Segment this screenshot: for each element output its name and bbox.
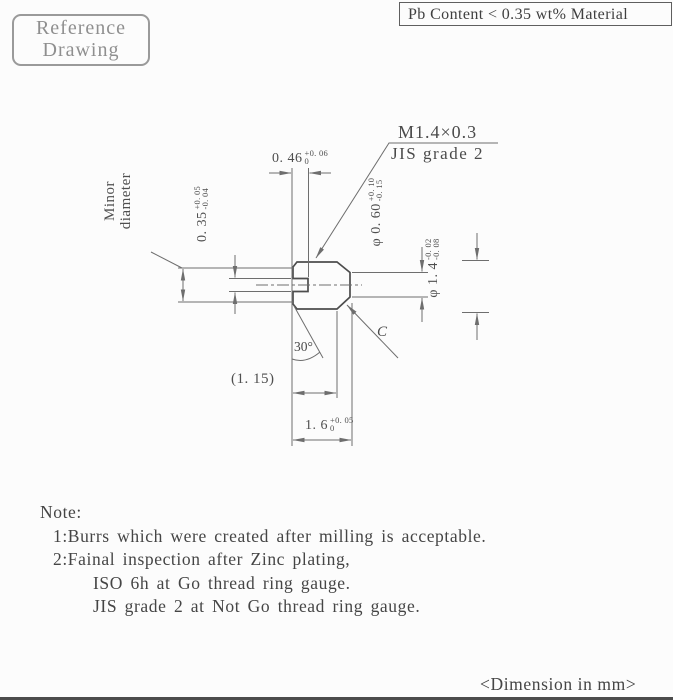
- dim-slot-depth-lines: [269, 168, 331, 446]
- tolerance-stack: +0. 06 0: [304, 148, 329, 166]
- tolerance-stack: +0. 05 0: [330, 415, 354, 433]
- tolerance-stack: -0. 02 -0. 08: [423, 238, 442, 261]
- dim-slot-depth: 0. 46 +0. 06 0: [272, 148, 329, 166]
- note-block: [40, 501, 486, 619]
- note-line-1: 1:Burrs which were created after milling is acceptable.: [53, 525, 487, 546]
- angle-30-label: 30°: [294, 339, 313, 354]
- pb-content-label: Pb Content < 0.35 wt% Material: [408, 6, 629, 23]
- units-label: <Dimension in mm>: [480, 674, 637, 694]
- minor-diameter-lines: [151, 252, 293, 302]
- dim-overall-length: 1. 6 +0. 05 0: [305, 415, 354, 433]
- dim-major-dia-lines: [462, 233, 489, 340]
- note-line-4: JIS grade 2 at Not Go thread ring gauge.: [93, 596, 421, 616]
- note-line-3: ISO 6h at Go thread ring gauge.: [93, 572, 351, 593]
- tolerance-stack: +0. 10 -0. 15: [365, 177, 384, 202]
- tolerance-stack: +0. 05 -0. 04: [191, 185, 210, 210]
- chamfer-leader-line: [347, 305, 398, 358]
- dim-point-dia-lines: [352, 247, 428, 322]
- thread-spec-label: M1.4×0.3: [398, 122, 478, 142]
- stamp-line-2: Drawing: [42, 38, 120, 61]
- chamfer-c-label: C: [377, 324, 388, 340]
- drawing-page: Reference Drawing Pb Content < 0.35 wt% Material M1.4×0.3 JIS grade 2 0. 46 +0. 06 0 0. 35 +0. 05 -0. 04 φ 0. 60 +0. 10 -0. 15 φ 1. 4 -0. 02 -0. 08 Minor diameter (1. 15) 1. 6 +0. 05 0 30° C Note: 1:Burrs which were created after milling is acceptable. 2:Fainal inspection after Zinc plating, ISO 6h at Go thread ring gauge. JIS grade 2 at Not Go thread ring gauge. <Dimension in mm>: [0, 0, 673, 700]
- dim-ref-length: (1. 15): [231, 371, 275, 387]
- thread-class-label: JIS grade 2: [391, 144, 484, 163]
- stamp-line-1: Reference: [35, 17, 127, 39]
- note-title: Note:: [40, 502, 82, 522]
- note-line-2: 2:Fainal inspection after Zinc plating,: [53, 549, 351, 569]
